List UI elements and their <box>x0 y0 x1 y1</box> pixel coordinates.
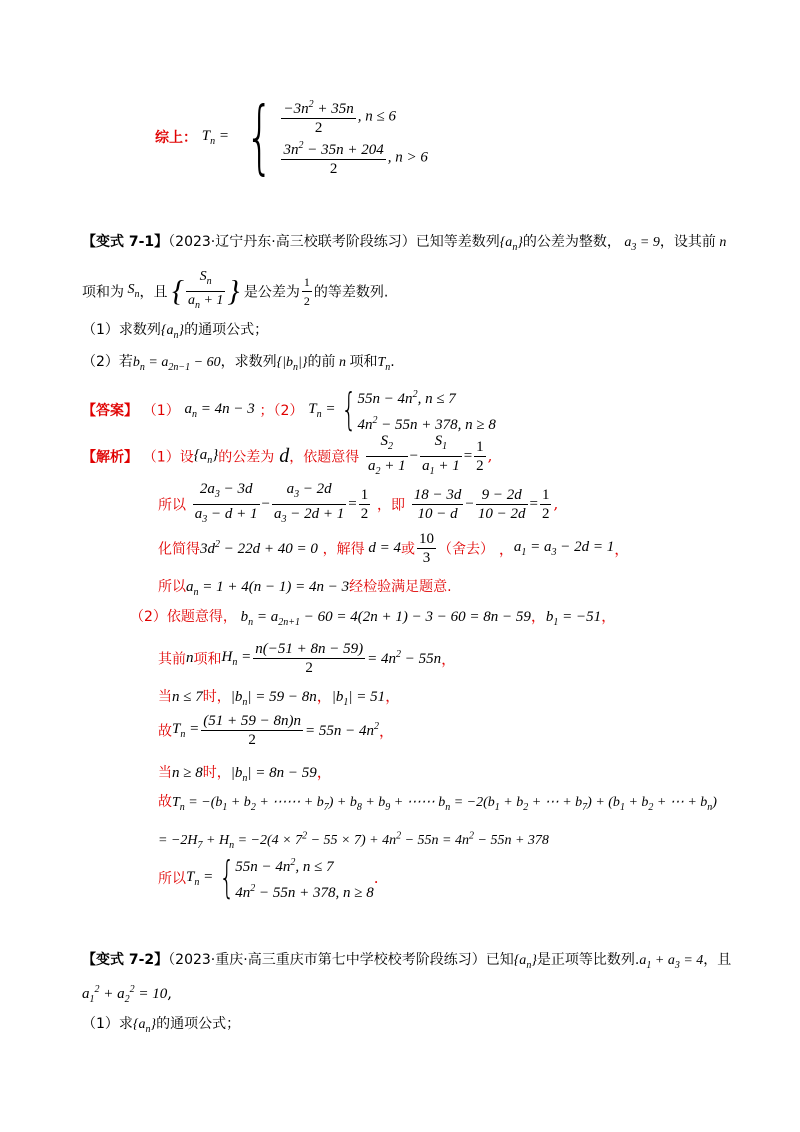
analysis-line-3: 化简得$3d^2 - 22d + 40 = 0$ ，解得 d = 4或 $\frac{10}{3}$ （舍去） ，$a_1 = a_3 - 2d = 1$， <box>158 531 630 566</box>
summary-label: 综上： <box>155 130 197 146</box>
summary-line: 综上： $T_n$ = { $\frac{-3n^2 + 35n}{2}$ , n ≤ 6 $\frac{3n^2 - 35n + 204}{2}$ , n > 6 <box>155 90 428 183</box>
variant2-q1: （1）求$\{a_n\}$的通项公式； <box>82 1016 241 1035</box>
analysis-line-6: 其前n项和$H_n$ = $\frac{n(-51 + 8n - 59)}{2}$ = $4n^2 - 55n$， <box>158 641 457 676</box>
analysis-line-9: 当n ≥ 8时，$|b_n| = 8n - 59$， <box>158 763 332 784</box>
variant1-q1: （1）求数列$\{a_n\}$的通项公式； <box>82 322 269 341</box>
variant1-q2: （2）若$b_n = a_{2n-1} - 60$，求数列$\{|b_n|\}$的前 n 项和$T_n$. <box>82 354 395 373</box>
analysis-line-10: 故$T_n = -(b_1 + b_2$ + ⋯⋯ + $b_7) + b_8 + b_9$ + ⋯⋯ $b_n = -2(b_1 + b_2$ + ⋯ + $b_7) + (b_1 + b_2$ + ⋯ + $b_n$) <box>158 794 717 813</box>
variant2-line-2: $a_1^2 + a_2^2 = 10$, <box>82 984 173 1005</box>
summary-cases: $\frac{-3n^2 + 35n}{2}$ , n ≤ 6 $\frac{3n^2 - 35n + 204}{2}$ , n > 6 <box>279 96 427 178</box>
answer-line: 【答案】 （1） $a_n = 4n - 3$ ；（2） $T_n$ = { $55n - 4n^2$, n ≤ 7 $4n^2 - 55n + 378$, n ≥ 8 <box>82 384 496 435</box>
analysis-line-8: 故$T_n$ = $\frac{(51 + 59 - 8n)n}{2}$ = $55n - 4n^2$， <box>158 713 394 748</box>
analysis-line-7: 当n ≤ 7时，$|b_n| = 59 - 8n$，$|b_1| = 51$， <box>158 687 401 708</box>
analysis-line-12: 所以$T_n$ = { $55n - 4n^2$, n ≤ 7 $4n^2 - 55n + 378$, n ≥ 8 . <box>158 852 379 903</box>
analysis-line-5: （2）依题意得， $b_n = a_{2n+1} - 60 = 4(2n + 1) - 3 - 60 = 8n - 59$，$b_1 = -51$， <box>130 607 617 628</box>
analysis-line-4: 所以$a_n = 1 + 4(n - 1) = 4n - 3$经检验满足题意. <box>158 579 452 598</box>
variant1-header: 【变式 7-1】（2023·辽宁丹东·高三校联考阶段练习）已知等差数列$\{a_n\}$的公差为整数， $a_3 = 9$，设其前 n <box>82 234 727 253</box>
analysis-line-1: 【解析】 （1）设$\{a_n\}$的公差为 d，依题意得 $\frac{S_2}{a_2 + 1}$ − $\frac{S_1}{a_1 + 1}$ = $\frac{1}{2}$ , <box>82 433 493 477</box>
analysis-line-11: = $-2H_7 + H_n = -2(4 \times 7^2 - 55 \times 7) + 4n^2 - 55n = 4n^2 - 55n + 378$ <box>158 830 549 851</box>
variant1-header-2: 项和为 $S_n$，且 { $\frac{S_n}{a_n + 1}$ } 是公差为 $\frac{1}{2}$ 的等差数列. <box>82 269 389 311</box>
variant2-header: 【变式 7-2】（2023·重庆·高三重庆市第七中学校校考阶段练习）已知$\{a_n\}$是正项等比数列$.a_1 + a_3 = 4$，且 <box>82 952 732 971</box>
analysis-line-2: 所以 $\frac{2a_3 - 3d}{a_3 - d + 1}$ − $\frac{a_3 - 2d}{a_3 - 2d + 1}$ = $\frac{1}{2}$ ，即 $\frac{18 - 3d}{10 - d}$ − $\frac{9 - 2d}{10 - 2d}$ = $\frac{1}{2}$ , <box>158 481 559 525</box>
